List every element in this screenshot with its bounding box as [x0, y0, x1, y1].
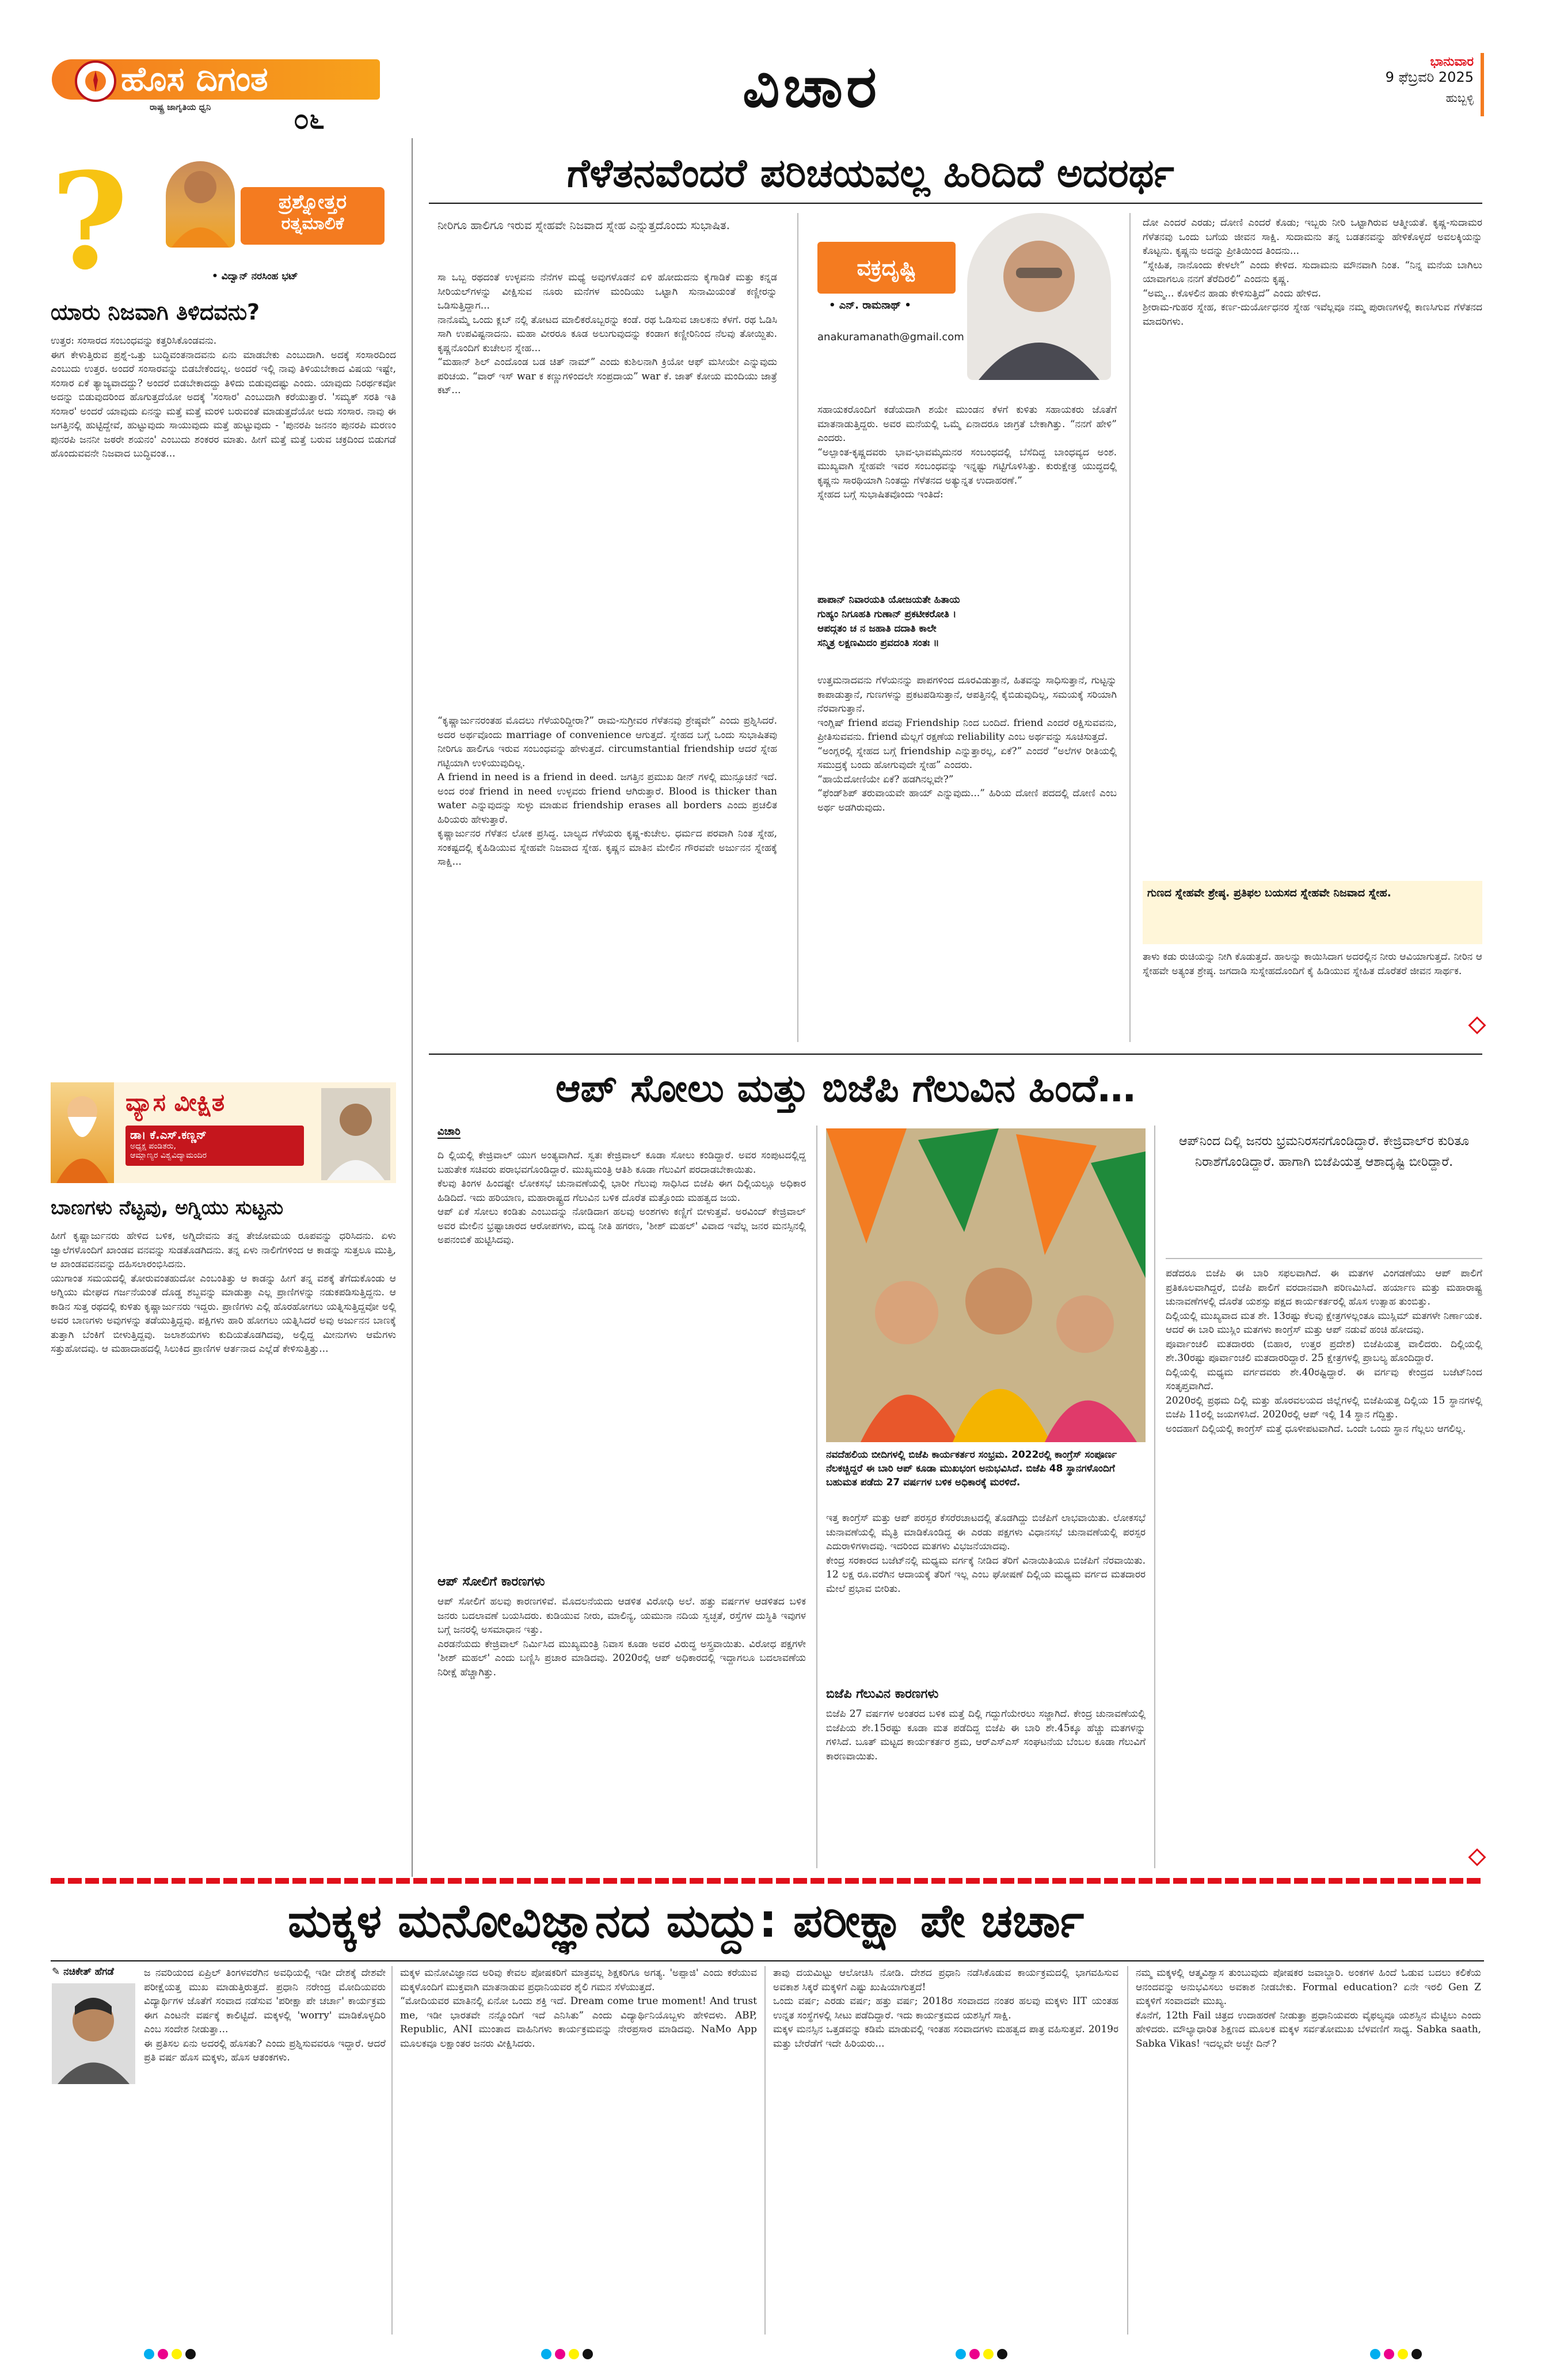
- vyasa-author-photo: [321, 1088, 390, 1180]
- bottom-col4: ನಮ್ಮ ಮಕ್ಕಳಲ್ಲಿ ಆತ್ಮವಿಶ್ವಾಸ ತುಂಬುವುದು ಪೋಷಕರ ಜವಾಬ್ದಾರಿ. ಅಂಕಗಳ ಹಿಂದೆ ಓಡುವ ಬದಲು ಕಲಿಕೆಯ ಆನಂದವನ್ನು ಅನುಭವಿಸಲು ಅವಕಾಶ ನೀಡಬೇಕು. Formal education? ಏನೇ ಇರಲಿ Gen Z ಮಕ್ಕಳಿಗೆ ಸಂವಾದವೇ ಮುಖ್ಯ. ಕೊನೆಗೆ, 12th Fail ಚಿತ್ರದ ಉದಾಹರಣೆ ನೀಡುತ್ತಾ ಪ್ರಧಾನಿಯವರು ವೈಫಲ್ಯವೂ ಯಶಸ್ಸಿನ ಮೆಟ್ಟಿಲು ಎಂದು ಹೇಳಿದರು. ಮೌಲ್ಯಾಧಾರಿತ ಶಿಕ್ಷಣದ ಮೂಲಕ ಮಕ್ಕಳ ಸರ್ವತೋಮುಖ ಬೆಳವಣಿಗೆ ಸಾಧ್ಯ. Sabka saath, Sabka Vikas! ಇದಲ್ಲವೇ ಅಚ್ಛೇ ದಿನ್?: [1136, 1967, 1481, 2050]
- section-divider-1: [429, 1054, 1482, 1055]
- registration-marks-right: [1370, 2349, 1422, 2359]
- vyasa-sage-illustration: [51, 1082, 114, 1183]
- qa-badge-line2: ರತ್ನಮಾಲಿಕೆ: [281, 214, 344, 234]
- bottom-divider-1: [391, 1966, 393, 2335]
- page-number: ೦೬: [294, 103, 325, 135]
- day-label: ಭಾನುವಾರ: [1430, 55, 1474, 69]
- columnist-photo: [967, 213, 1111, 380]
- bottom-author-photo: [52, 1983, 135, 2084]
- vyasa-title: ವ್ಯಾಸ ವೀಕ್ಷಿತ: [125, 1088, 225, 1116]
- middle-col3: ಪಡೆದರೂ ಬಿಜೆಪಿ ಈ ಬಾರಿ ಸಫಲವಾಗಿದೆ. ಈ ಮತಗಳ ವಿಂಗಡಣೆಯು ಆಪ್ ಪಾಲಿಗೆ ಪ್ರತಿಕೂಲವಾಗಿದ್ದರೆ, ಬಿಜೆಪಿ ಪಾಲಿಗೆ ವರದಾನವಾಗಿ ಪರಿಣಮಿಸಿದೆ. ಹರ್ಯಾಣ ಮತ್ತು ಮಹಾರಾಷ್ಟ್ರ ಚುನಾವಣೆಗಳಲ್ಲಿ ದೊರೆತ ಯಶಸ್ಸು ಪಕ್ಷದ ಕಾರ್ಯಕರ್ತರಲ್ಲಿ ಹೊಸ ಉತ್ಸಾಹ ತುಂಬಿತ್ತು. ದಿಲ್ಲಿಯಲ್ಲಿ ಮುಖ್ಯವಾದ ಮತ ಶೇ. 13ರಷ್ಟು ಕೆಲವು ಕ್ಷೇತ್ರಗಳಲ್ಲಂತೂ ಮುಸ್ಲಿಮ್ ಮತಗಳೇ ನಿರ್ಣಾಯಕ. ಆದರೆ ಈ ಬಾರಿ ಮುಸ್ಲಿಂ ಮತಗಳು ಕಾಂಗ್ರೆಸ್ ಮತ್ತು ಆಪ್ ನಡುವೆ ಹಂಚಿ ಹೋದವು. ಪೂರ್ವಾಂಚಲಿ ಮತದಾರರು (ಬಿಹಾರ, ಉತ್ತರ ಪ್ರದೇಶ) ಬಿಜೆಪಿಯತ್ತ ವಾಲಿದರು. ದಿಲ್ಲಿಯಲ್ಲಿ ಶೇ.30ರಷ್ಟು ಪೂರ್ವಾಂಚಲಿ ಮತದಾರರಿದ್ದಾರೆ. 25 ಕ್ಷೇತ್ರಗಳಲ್ಲಿ ಪ್ರಾಬಲ್ಯ ಹೊಂದಿದ್ದಾರೆ. ದಿಲ್ಲಿಯಲ್ಲಿ ಮಧ್ಯಮ ವರ್ಗದವರು ಶೇ.40ರಷ್ಟಿದ್ದಾರೆ. ಈ ವರ್ಗವು ಕೇಂದ್ರದ ಬಜೆಟ್‌ನಿಂದ ಸಂತೃಪ್ತವಾಗಿದೆ. 2020ರಲ್ಲಿ ಪ್ರಥಮ ದಿಲ್ಲಿ ಮತ್ತು ಹೊರವಲಯದ ಜಿಲ್ಲೆಗಳಲ್ಲಿ ಬಿಜೆಪಿಯತ್ತ ದಿಲ್ಲಿಯ 15 ಸ್ಥಾನಗಳಲ್ಲಿ ಬಿಜೆಪಿ 11ರಲ್ಲಿ ಜಯಗಳಿಸಿದೆ. 2020ರಲ್ಲಿ ಆಪ್ ಇಲ್ಲಿ 14 ಸ್ಥಾನ ಗೆದ್ದಿತ್ತು. ಅಂದಹಾಗೆ ದಿಲ್ಲಿಯಲ್ಲಿ ಕಾಂಗ್ರೆಸ್ ಮತ್ತೆ ಧೂಳೀಪಟವಾಗಿದೆ. ಒಂದೇ ಒಂದು ಸ್ಥಾನ ಗೆಲ್ಲಲು ಆಗಲಿಲ್ಲ.: [1166, 1268, 1482, 1435]
- yellow-dot-icon: [569, 2349, 579, 2359]
- columnist-box: [817, 213, 1117, 386]
- logo-text: ಹೊಸ ದಿಗಂತ: [121, 59, 268, 98]
- vyasa-author-box: [125, 1126, 304, 1166]
- columnist-name: • ಎನ್. ರಾಮನಾಥ್ •: [829, 299, 911, 311]
- bottom-col1: ಜ ನವರಿಯಂದ ಏಪ್ರಿಲ್ ತಿಂಗಳವರೆಗಿನ ಅವಧಿಯಲ್ಲಿ ಇಡೀ ದೇಶಕ್ಕೆ ದೇಶವೇ ಪರೀಕ್ಷೆಯತ್ತ ಮುಖ ಮಾಡುತ್ತಿರುತ್ತದೆ. ಪ್ರಧಾನಿ ನರೇಂದ್ರ ಮೋದಿಯವರು ವಿದ್ಯಾರ್ಥಿಗಳ ಜೊತೆಗೆ ಸಂವಾದ ನಡೆಸುವ 'ಪರೀಕ್ಷಾ ಪೇ ಚರ್ಚಾ' ಕಾರ್ಯಕ್ರಮ ಈಗ ಎಂಟನೇ ವರ್ಷಕ್ಕೆ ಕಾಲಿಟ್ಟಿದೆ. ಮಕ್ಕಳಲ್ಲಿ 'worry' ಮಾಡಿಕೊಳ್ಳದಿರಿ ಎಂಬ ಸಂದೇಶ ನೀಡುತ್ತಾ... ಈ ಪ್ರತಿಸಲ ಏನು ಅದರಲ್ಲಿ ಹೊಸತು? ಎಂದು ಪ್ರಶ್ನಿಸುವವರೂ ಇದ್ದಾರೆ. ಆದರೆ ಪ್ರತಿ ವರ್ಷ ಹೊಸ ಮಕ್ಕಳು, ಹೊಸ ಆತಂಕಗಳು.: [144, 1967, 386, 2063]
- bottom-divider-2: [764, 1966, 766, 2335]
- bjp-celebration-photo: [826, 1128, 1146, 1442]
- black-dot-icon: [1411, 2349, 1422, 2359]
- main-top-col4: ದೋ ಎಂದರೆ ಎರಡು; ದೋಣಿ ಎಂದರೆ ಕೊಡು; ಇಬ್ಬರು ನೀರಿ ಒಟ್ಟಾಗಿರುವ ಆತ್ಮೀಯತೆ. ಕೃಷ್ಣ-ಸುದಾಮರ ಗೆಳೆತನವು ಒಂದು ಬಗೆಯ ಜೀವನ ಸಾಕ್ಷಿ. ಸುದಾಮನು ತನ್ನ ಬಡತನವನ್ನು ಹೇಳಿಕೊಳ್ಳದೆ ಅವಲಕ್ಕಿಯನ್ನು ಕೊಟ್ಟನು. ಕೃಷ್ಣನು ಅದನ್ನು ಪ್ರೀತಿಯಿಂದ ತಿಂದನು... “ಸ್ನೇಹಿತ, ನಾನೊಂದು ಕೇಳಲೇ” ಎಂದು ಕೇಳಿದ. ಸುದಾಮನು ಮೌನವಾಗಿ ನಿಂತ. “ನಿನ್ನ ಮನೆಯ ಬಾಗಿಲು ಯಾವಾಗಲೂ ನನಗೆ ತೆರೆದಿರಲಿ” ಎಂದನು ಕೃಷ್ಣ. “ಅಮ್ಮ... ಕೊಳಲಿನ ಹಾಡು ಕೇಳಿಸುತ್ತಿದೆ” ಎಂದು ಹೇಳಿದ. ಶ್ರೀರಾಮ-ಗುಹರ ಸ್ನೇಹ, ಕರ್ಣ-ದುರ್ಯೋಧನರ ಸ್ನೇಹ ಇವೆಲ್ಲವೂ ನಮ್ಮ ಪುರಾಣಗಳಲ್ಲಿ ಕಾಣಸಿಗುವ ಗೆಳೆತನದ ಮಾದರಿಗಳು.: [1143, 217, 1482, 328]
- qa-headline: ಯಾರು ನಿಜವಾಗಿ ತಿಳಿದವನು?: [51, 299, 260, 325]
- photo-caption: ನವದೆಹಲಿಯ ಬೀದಿಗಳಲ್ಲಿ ಬಿಜೆಪಿ ಕಾರ್ಯಕರ್ತರ ಸಂಭ್ರಮ. 2022ರಲ್ಲಿ ಕಾಂಗ್ರೆಸ್ ಸಂಪೂರ್ಣ ನೆಲಕಚ್ಚಿದ್ದರೆ ಈ ಬಾರಿ ಆಪ್ ಕೂಡಾ ಮುಖಭಂಗ ಅನುಭವಿಸಿದೆ. ಬಿಜೆಪಿ 48 ಸ್ಥಾನಗಳೊಂದಿಗೆ ಬಹುಮತ ಪಡೆದು 27 ವರ್ಷಗಳ ಬಳಿಕ ಅಧಿಕಾರಕ್ಕೆ ಮರಳಿದೆ.: [826, 1449, 1117, 1488]
- main-top-col2: “ಕೃಷ್ಣಾರ್ಜುನರಂತಹ ಮೊದಲು ಗೆಳೆಯರಿದ್ದೀರಾ?” ರಾಮ-ಸುಗ್ರೀವರ ಗೆಳೆತನವು ಶ್ರೇಷ್ಠವೇ” ಎಂದು ಪ್ರಶ್ನಿಸಿದರೆ. ಅದರ ಅರ್ಥವೊಂದು marriage of convenience ಆಗುತ್ತದೆ. ಸ್ನೇಹದ ಬಗ್ಗೆ ಒಂದು ಸುಭಾಷಿತವು ನೀರಿಗೂ ಹಾಲಿಗೂ ಇರುವ ಸಂಬಂಧವನ್ನು ಹೇಳುತ್ತದೆ. circumstantial friendship ಆದರೆ ಸ್ನೇಹ ಗಟ್ಟಿಯಾಗಿ ಉಳಿಯುವುದಿಲ್ಲ. A friend in need is a friend in deed. ಜಗತ್ತಿನ ಪ್ರಮುಖ ಡೀನ್ ಗಳಲ್ಲಿ ಮುನ್ಸೂಚನೆ ಇದೆ. ಅಂದ ರಂತೆ friend in need ಉಳ್ಳವರು friend ಆಗಿರುತ್ತಾರೆ. Blood is thicker than water ಎನ್ನುವುದನ್ನು ಸುಳ್ಳು ಮಾಡುವ friendship erases all borders ಎಂದು ಪ್ರಚಲಿತ ಹಿರಿಯರು ಹೇಳುತ್ತಾರೆ. ಕೃಷ್ಣಾರ್ಜುನರ ಗೆಳೆತನ ಲೋಕ ಪ್ರಸಿದ್ಧ. ಬಾಲ್ಯದ ಗೆಳೆಯರು ಕೃಷ್ಣ-ಕುಚೇಲ. ಧರ್ಮದ ಪರವಾಗಿ ನಿಂತ ಸ್ನೇಹ, ಸಂಕಷ್ಟದಲ್ಲಿ ಕೈಹಿಡಿಯುವ ಸ್ನೇಹವೇ ನಿಜವಾದ ಸ್ನೇಹ. ಕೃಷ್ಣನ ಮಾತಿನ ಮೇಲಿನ ಗೌರವವೇ ಅರ್ಜುನನ ಸ್ನೇಹಕ್ಕೆ ಸಾಕ್ಷಿ...: [437, 715, 777, 868]
- magenta-dot-icon: [1384, 2349, 1394, 2359]
- masthead: [0, 0, 1541, 138]
- middle-col-divider-2: [1154, 1126, 1155, 1868]
- main-top-headline: ಗೆಳೆತನವೆಂದರೆ ಪರಿಚಯವಲ್ಲ ಹಿರಿದಿದೆ ಅದರರ್ಥ: [567, 151, 1174, 196]
- magenta-dot-icon: [158, 2349, 168, 2359]
- column-badge-text: ವಕ್ರದೃಷ್ಟಿ: [857, 255, 916, 280]
- main-top-highlight: ಗುಣದ ಸ್ನೇಹವೇ ಶ್ರೇಷ್ಠ. ಪ್ರತಿಫಲ ಬಯಸದ ಸ್ನೇಹವೇ ನಿಜವಾದ ಸ್ನೇಹ.: [1143, 881, 1482, 944]
- bottom-author: ✎ ನಚಿಕೇತ್ ಹೆಗಡೆ: [52, 1966, 114, 1978]
- main-top-col3-top: ಸಹಾಯಕರೊಂದಿಗೆ ಕಡೆಯದಾಗಿ ಶಯೇ ಮುಂಡನ ಕೆಳಗೆ ಕುಳಿತು ಸಹಾಯಕರು ಜೊತೆಗೆ ಮಾತನಾಡುತ್ತಿದ್ದರು. ಅವರ ಮನೆಯಲ್ಲಿ ಒಮ್ಮೆ ಏನಾದರೂ ಜಾಗ್ರತೆ ಬೇಕಾಗಿತ್ತು. “ನನಗೆ ಹೇಳಿ” ಎಂದರು. “ಅಲ್ಪಾಂತ-ಕೃಷ್ಣದವರು ಭಾವ-ಭಾವಮೈದುನರ ಸಂಬಂಧದಲ್ಲಿ ಬೆಸೆದಿದ್ದ ಬಾಂಧವ್ಯದ ಅಂಶ. ಮುಖ್ಯವಾಗಿ ಸ್ನೇಹವೇ ಇವರ ಸಂಬಂಧವನ್ನು ಇನ್ನಷ್ಟು ಗಟ್ಟಿಗೊಳಿಸಿತ್ತು. ಕುರುಕ್ಷೇತ್ರ ಯುದ್ಧದಲ್ಲಿ ಕೃಷ್ಣನು ಸಾರಥಿಯಾಗಿ ನಿಂತದ್ದು ಗೆಳೆತನದ ಅತ್ಯುನ್ನತ ಉದಾಹರಣೆ.” ಸ್ನೇಹದ ಬಗ್ಗೆ ಸುಭಾಷಿತವೊಂದು ಇಂತಿದೆ:: [817, 404, 1117, 500]
- main-top-col3-bottom: ಉತ್ತಮನಾದವನು ಗೆಳೆಯನನ್ನು ಪಾಪಗಳಿಂದ ದೂರವಿಡುತ್ತಾನೆ, ಹಿತವನ್ನು ಸಾಧಿಸುತ್ತಾನೆ, ಗುಟ್ಟನ್ನು ಕಾಪಾಡುತ್ತಾನೆ, ಗುಣಗಳನ್ನು ಪ್ರಕಟಪಡಿಸುತ್ತಾನೆ, ಆಪತ್ತಿನಲ್ಲಿ ಕೈಬಿಡುವುದಿಲ್ಲ, ಸಮಯಕ್ಕೆ ಸರಿಯಾಗಿ ನೆರವಾಗುತ್ತಾನೆ. ಇಂಗ್ಲಿಷ್ friend ಪದವು Friendship ನಿಂದ ಬಂದಿದೆ. friend ಎಂದರೆ ರಕ್ಷಿಸುವವನು, ಪ್ರೀತಿಸುವವನು. friend ಮೆಲ್ಲಗೆ ರಕ್ಷಣೆಯ reliability ಎಂಬ ಅರ್ಥವನ್ನು ಸೂಚಿಸುತ್ತದೆ. “ಅಂಗ್ಲರಲ್ಲಿ ಸ್ನೇಹದ ಬಗ್ಗೆ friendship ಎನ್ನುತ್ತಾರಲ್ಲ, ಏಕೆ?” ಎಂದರೆ “ಅಲೆಗಳ ರೀತಿಯಲ್ಲಿ ಸಮುದ್ರಕ್ಕೆ ಬಂದು ಹೋಗುವುದೇ ಸ್ನೇಹ” ಎಂದರು. “ಹಾಯೆದೋಣಿಯೇ ಏಕೆ? ಹಡಗಿನಲ್ಲವೇ?” “ಫೆಂಡ್‌ಶಿಪ್ ತರುವಾಯವೇ ಹಾಯ್ ಎನ್ನುವುದು...” ಹಿರಿಯ ದೋಣಿ ಪದದಲ್ಲಿ ದೋಣಿ ಎಂಬ ಅರ್ಥ ಅಡಗಿರುವುದು.: [817, 675, 1117, 813]
- black-dot-icon: [997, 2349, 1007, 2359]
- middle-col2: ಇತ್ತ ಕಾಂಗ್ರೆಸ್ ಮತ್ತು ಆಪ್ ಪರಸ್ಪರ ಕೆಸರೆರಚಾಟದಲ್ಲಿ ತೊಡಗಿದ್ದು ಬಿಜೆಪಿಗೆ ಲಾಭವಾಯಿತು. ಲೋಕಸಭೆ ಚುನಾವಣೆಯಲ್ಲಿ ಮೈತ್ರಿ ಮಾಡಿಕೊಂಡಿದ್ದ ಈ ಎರಡು ಪಕ್ಷಗಳು ವಿಧಾನಸಭೆ ಚುನಾವಣೆಯಲ್ಲಿ ಪರಸ್ಪರ ಎದುರಾಳಿಗಳಾದವು. ಇದರಿಂದ ಮತಗಳು ವಿಭಜನೆಯಾದವು. ಕೇಂದ್ರ ಸರಕಾರದ ಬಜೆಟ್‌ನಲ್ಲಿ ಮಧ್ಯಮ ವರ್ಗಕ್ಕೆ ನೀಡಿದ ತೆರಿಗೆ ವಿನಾಯಿತಿಯೂ ಬಿಜೆಪಿಗೆ ನೆರವಾಯಿತು. 12 ಲಕ್ಷ ರೂ.ವರೆಗಿನ ಆದಾಯಕ್ಕೆ ತೆರಿಗೆ ಇಲ್ಲ ಎಂಬ ಘೋಷಣೆ ದಿಲ್ಲಿಯ ಮಧ್ಯಮ ವರ್ಗದ ಮತದಾರರ ಮೇಲೆ ಪ್ರಭಾವ ಬೀರಿತು.: [826, 1512, 1146, 1595]
- magenta-dot-icon: [969, 2349, 980, 2359]
- vyasa-author-name: ಡಾ। ಕೆ.ಎಸ್.ಕಣ್ಣನ್: [130, 1128, 207, 1142]
- top-col-divider-1: [797, 213, 798, 1042]
- left-column-divider: [412, 138, 413, 1877]
- logo-tagline: ರಾಷ್ಟ್ರ ಜಾಗೃತಿಯ ಧ್ವನಿ: [150, 102, 211, 112]
- cyan-dot-icon: [541, 2349, 551, 2359]
- question-mark-icon: ?: [51, 144, 128, 299]
- yellow-dot-icon: [983, 2349, 994, 2359]
- middle-col1: ದಿ ಲ್ಲಿಯಲ್ಲಿ ಕೇಜ್ರಿವಾಲ್ ಯುಗ ಅಂತ್ಯವಾಗಿದೆ. ಸ್ವತಃ ಕೇಜ್ರಿವಾಲ್ ಕೂಡಾ ಸೋಲು ಕಂಡಿದ್ದಾರೆ. ಅವರ ಸಂಪುಟದಲ್ಲಿದ್ದ ಬಹುತೇಕ ಸಚಿವರು ಪರಾಭವಗೊಂಡಿದ್ದಾರೆ. ಮುಖ್ಯಮಂತ್ರಿ ಆತಿಶಿ ಕೂಡಾ ಗೆಲುವಿಗೆ ಪರದಾಡಬೇಕಾಯಿತು. ಕೆಲವು ತಿಂಗಳ ಹಿಂದಷ್ಟೇ ಲೋಕಸಭೆ ಚುನಾವಣೆಯಲ್ಲಿ ಭಾರೀ ಗೆಲುವು ಸಾಧಿಸಿದ ಬಿಜೆಪಿ ಈಗ ದಿಲ್ಲಿಯಲ್ಲೂ ಅಧಿಕಾರ ಹಿಡಿದಿದೆ. ಇದು ಹರಿಯಾಣ, ಮಹಾರಾಷ್ಟ್ರದ ಗೆಲುವಿನ ಬಳಿಕ ದೊರೆತ ಮತ್ತೊಂದು ಮಹತ್ವದ ಜಯ. ಆಪ್ ಏಕೆ ಸೋಲು ಕಂಡಿತು ಎಂಬುದನ್ನು ನೋಡಿದಾಗ ಹಲವು ಅಂಶಗಳು ಕಣ್ಣಿಗೆ ಬೀಳುತ್ತವೆ. ಅರವಿಂದ್ ಕೇಜ್ರಿವಾಲ್ ಅವರ ಮೇಲಿನ ಭ್ರಷ್ಟಾಚಾರದ ಆರೋಪಗಳು, ಮದ್ಯ ನೀತಿ ಹಗರಣ, 'ಶೀಶ್ ಮಹಲ್' ವಿವಾದ ಇವೆಲ್ಲ ಜನರ ಮನಸ್ಸಿನಲ್ಲಿ ಅಪನಂಬಿಕೆ ಹುಟ್ಟಿಸಿದವು.: [437, 1150, 806, 1246]
- logo-emblem-icon: [75, 60, 116, 102]
- qa-header: [51, 144, 396, 299]
- bottom-col3: ತಾವು ದಯಮಿಟ್ಟು ಆಲೋಚಿಸಿ ನೋಡಿ. ದೇಶದ ಪ್ರಧಾನಿ ನಡೆಸಿಕೊಡುವ ಕಾರ್ಯಕ್ರಮದಲ್ಲಿ ಭಾಗವಹಿಸುವ ಅವಕಾಶ ಸಿಕ್ಕರೆ ಮಕ್ಕಳಿಗೆ ಎಷ್ಟು ಖುಷಿಯಾಗುತ್ತದೆ! ಒಂದು ವರ್ಷ; ಎರಡು ವರ್ಷ; ಹತ್ತು ವರ್ಷ; 2018ರ ಸಂವಾದದ ನಂತರ ಹಲವು ಮಕ್ಕಳು IIT ಯಂತಹ ಉನ್ನತ ಸಂಸ್ಥೆಗಳಲ್ಲಿ ಸೀಟು ಪಡೆದಿದ್ದಾರೆ. ಇದು ಕಾರ್ಯಕ್ರಮದ ಯಶಸ್ಸಿಗೆ ಸಾಕ್ಷಿ. ಮಕ್ಕಳ ಮನಸ್ಸಿನ ಒತ್ತಡವನ್ನು ಕಡಿಮೆ ಮಾಡುವಲ್ಲಿ ಇಂತಹ ಸಂವಾದಗಳು ಮಹತ್ವದ ಪಾತ್ರ ವಹಿಸುತ್ತವೆ. 2019ರ ಮತ್ತು ಬೇರೆಡೆಗೆ ಇದೇ ಹಿರಿಯರು...: [773, 1967, 1118, 2050]
- columnist-email: anakuramanath@gmail.com: [817, 331, 964, 343]
- cyan-dot-icon: [1370, 2349, 1380, 2359]
- top-col-divider-2: [1129, 213, 1131, 1042]
- middle-col2b: ಬಿಜೆಪಿ 27 ವರ್ಷಗಳ ಅಂತರದ ಬಳಿಕ ಮತ್ತೆ ದಿಲ್ಲಿ ಗದ್ದುಗೆಯೇರಲು ಸಜ್ಜಾಗಿದೆ. ಕೇಂದ್ರ ಚುನಾವಣೆಯಲ್ಲಿ ಬಿಜೆಪಿಯ ಶೇ.15ರಷ್ಟು ಕೂಡಾ ಮತ ಪಡೆದಿದ್ದ ಬಿಜೆಪಿ ಈ ಬಾರಿ ಶೇ.45ಕ್ಕೂ ಹೆಚ್ಚು ಮತಗಳನ್ನು ಗಳಿಸಿದೆ. ಬೂತ್ ಮಟ್ಟದ ಕಾರ್ಯಕರ್ತರ ಶ್ರಮ, ಆರ್‌ಎಸ್‌ಎಸ್ ಸಂಘಟನೆಯ ಬೆಂಬಲ ಕೂಡಾ ಗೆಲುವಿಗೆ ಕಾರಣವಾಯಿತು.: [826, 1708, 1146, 1762]
- qa-badge: [241, 187, 385, 245]
- qa-badge-line1: ಪ್ರಶ್ನೋತ್ತರ: [278, 191, 347, 214]
- qa-body: ಉತ್ತರ: ಸಂಸಾರದ ಸಂಬಂಧವನ್ನು ಕತ್ತರಿಸಿಕೊಂಡವನು. ಈಗ ಕೇಳುತ್ತಿರುವ ಪ್ರಶ್ನೆ-ಒತ್ತು ಬುದ್ಧಿವಂತನಾದವನು ಏನು ಮಾಡಬೇಕು ಎಂಬುದಾಗಿ. ಅದಕ್ಕೆ ಸಂಸಾರದಿಂದ ಎಂಬುದು ಉತ್ತರ. ಅಂದರೆ ಸಂಸಾರವನ್ನು ಬಿಡಬೇಕೆಂದಲ್ಲ. ಅಂದರೆ ಇಲ್ಲಿ ನಾವು ತಿಳಿಯಬೇಕಾದ ವಿಷಯ ಇಷ್ಟೇ, ಸಂಸಾರ ಏಕೆ ತ್ಯಾಜ್ಯವಾದದ್ದು? ಅಂದರೆ ಬಿಡಬೇಕಾದದ್ದು ತಿಳಿದು ಬಿಡುವುದಷ್ಟು ಎಂದು. ಯಾವುದು ನಿರರ್ಥಕವೋ ಅದನ್ನು ಬಿಡುವುದರಿಂದ ಹೊಗುತ್ತದೆಯೋ ಅದಕ್ಕೆ 'ಸಂಸಾರ' ಎಂಬುದಾಗಿ ಕರೆಯುತ್ತಾರೆ. 'ಸಮ್ಯಕ್ ಸರತಿ ಇತಿ ಸಂಸಾರ' ಅಂದರೆ ಯಾವುದು ಏನನ್ನು ಮತ್ತೆ ಮತ್ತೆ ಮರಳಿ ಬರುವಂತೆ ಮಾಡುತ್ತದೆಯೋ ಅದು ಸಂಸಾರ. ನಾವು ಈ ಜಗತ್ತಿನಲ್ಲಿ ಹುಟ್ಟಿದ್ದೇವೆ, ಹುಟ್ಟುವುದು ಸಾಯುವುದು ಮತ್ತೆ ಹುಟ್ಟುವುದು - 'ಪುನರಪಿ ಜನನಂ ಪುನರಪಿ ಮರಣಂ ಪುನರಪಿ ಜನನೀ ಜಠರೇ ಶಯನಂ' ಎಂಬುದು ಶಂಕರರ ಮಾತು. ಹೀಗೆ ಮತ್ತೆ ಮತ್ತೆ ಬರುವ ಚಕ್ರದಿಂದ ಬಿಡುಗಡೆ ಹೊಂದುವವನೇ ನಿಜವಾದ ಬುದ್ಧಿವಂತ...: [51, 335, 396, 459]
- bottom-section-bar: [51, 1878, 1484, 1884]
- middle-subhead-2: ಬಿಜೆಪಿ ಗೆಲುವಿನ ಕಾರಣಗಳು: [826, 1687, 939, 1701]
- verse-box: ಪಾಪಾನ್ ನಿವಾರಯತಿ ಯೋಜಯತೇ ಹಿತಾಯ ಗುಹ್ಯಂ ನಿಗೂಹತಿ ಗುಣಾನ್ ಪ್ರಕಟೀಕರೋತಿ । ಆಪದ್ಗತಂ ಚ ನ ಜಹಾತಿ ದದಾತಿ ಕಾಲೇ ಸನ್ಮಿತ್ರ ಲಕ್ಷಣಮಿದಂ ಪ್ರವದಂತಿ ಸಂತಃ ॥: [817, 594, 960, 649]
- yellow-dot-icon: [1398, 2349, 1408, 2359]
- middle-col-divider-1: [816, 1126, 817, 1868]
- date-block: [1324, 55, 1474, 105]
- section-title: ವಿಚಾರ: [743, 53, 880, 120]
- black-dot-icon: [583, 2349, 593, 2359]
- black-dot-icon: [185, 2349, 196, 2359]
- yellow-dot-icon: [172, 2349, 182, 2359]
- pullquote-rule: [1166, 1258, 1482, 1259]
- headline-rule: [429, 203, 1482, 204]
- date-label: 9 ಫೆಬ್ರವರಿ 2025: [1385, 69, 1474, 85]
- qa-author-photo: [166, 161, 235, 248]
- registration-marks-left: [144, 2349, 196, 2359]
- magenta-dot-icon: [555, 2349, 565, 2359]
- main-top-col4-end: ತಾಳು ಕಡು ರುಚಿಯನ್ನು ನೀಗಿ ಕೊಡುತ್ತದೆ. ಹಾಲನ್ನು ಕಾಯಿಸಿದಾಗ ಅದರಲ್ಲಿನ ನೀರು ಆವಿಯಾಗುತ್ತದೆ. ನೀರಿನ ಆ ಸ್ನೇಹವೇ ಅತ್ಯಂತ ಶ್ರೇಷ್ಠ. ಜಗದಾಡಿ ಸುಸ್ನೇಹದೊಂದಿಗೆ ಕೈ ಹಿಡಿಯುವ ಸ್ನೇಹಿತ ದೊರೆತರೆ ಜೀವನ ಸಾರ್ಥಕ.: [1143, 951, 1482, 977]
- vyasa-body: ಹೀಗೆ ಕೃಷ್ಣಾರ್ಜುನರು ಹೇಳಿದ ಬಳಿಕ, ಅಗ್ನಿದೇವನು ತನ್ನ ತೇಜೋಮಯ ರೂಪವನ್ನು ಧರಿಸಿದನು. ಏಳು ಜ್ವಾಲೆಗಳೊಂದಿಗೆ ಖಾಂಡವ ವನವನ್ನು ಸುಡತೊಡಗಿದನು. ತನ್ನ ಏಳು ನಾಲಿಗೆಗಳಿಂದ ಆ ಕಾಡನ್ನು ಸುತ್ತಲೂ ಮುತ್ತಿ, ಆ ಖಾಂಡವವನವನ್ನು ದಹಿಸಲಾರಂಭಿಸಿದನು. ಯುಗಾಂತ ಸಮಯದಲ್ಲಿ ತೋರುವಂತಹುದೋ ಎಂಬಂತಿತ್ತು ಆ ಕಾಡನ್ನು ಹೀಗೆ ತನ್ನ ವಶಕ್ಕೆ ತೆಗೆದುಕೊಂಡು ಆ ಅಗ್ನಿಯು ಮೇಘದ ಗರ್ಜನೆಯಂತೆ ದೊಡ್ಡ ಶಬ್ದವನ್ನು ಮಾಡುತ್ತಾ ಎಲ್ಲ ಪ್ರಾಣಿಗಳನ್ನು ನಡುಕಪಡಿಸುತ್ತಿದ್ದನು. ಆ ಕಾಡಿನ ಸುತ್ತ ರಥದಲ್ಲಿ ಕುಳಿತು ಕೃಷ್ಣಾರ್ಜುನರು ಇದ್ದರು. ಪ್ರಾಣಿಗಳು ಎಲ್ಲಿ ಹೊರಹೋಗಲು ಯತ್ನಿಸುತ್ತಿದ್ದವೋ ಅಲ್ಲಿ ಅವರ ಬಾಣಗಳು ಅವುಗಳನ್ನು ತಡೆಯುತ್ತಿದ್ದವು. ಪಕ್ಷಿಗಳು ಹಾರಿ ಹೋಗಲು ಯತ್ನಿಸಿದರೆ ಅವು ಅರ್ಜುನನ ಬಾಣಕ್ಕೆ ತುತ್ತಾಗಿ ಬೆಂಕಿಗೆ ಬೀಳುತ್ತಿದ್ದವು. ಜಲಾಶಯಗಳು ಕುದಿಯತೊಡಗಿದವು, ಅಲ್ಲಿದ್ದ ಮೀನುಗಳು ಆಮೆಗಳು ಸತ್ತುಹೋದವು. ಆ ಮಹಾದಾಹದಲ್ಲಿ ಸಿಲುಕಿದ ಪ್ರಾಣಿಗಳ ಆರ್ತನಾದ ಎಲ್ಲೆಡೆ ಕೇಳಿಸುತ್ತಿತ್ತು...: [51, 1230, 396, 1355]
- city-label: ಹುಬ್ಬಳ್ಳಿ: [1445, 91, 1474, 105]
- vyasa-author-role2: ಆಮ್ಲಾಣ್ಯರ ವಿಶ್ವವಿದ್ಯಾಮಂದಿರ: [130, 1151, 207, 1160]
- registration-marks-center-left: [541, 2349, 593, 2359]
- middle-kicker: ವಿಚಾರಿ: [437, 1126, 461, 1138]
- masthead-accent: [1481, 53, 1484, 116]
- bottom-divider-3: [1127, 1966, 1128, 2335]
- middle-col1b: ಆಪ್ ಸೋಲಿಗೆ ಹಲವು ಕಾರಣಗಳಿವೆ. ಮೊದಲನೆಯದು ಆಡಳಿತ ವಿರೋಧಿ ಅಲೆ. ಹತ್ತು ವರ್ಷಗಳ ಆಡಳಿತದ ಬಳಿಕ ಜನರು ಬದಲಾವಣೆ ಬಯಸಿದರು. ಕುಡಿಯುವ ನೀರು, ಮಾಲಿನ್ಯ, ಯಮುನಾ ನದಿಯ ಸ್ವಚ್ಛತೆ, ರಸ್ತೆಗಳ ದುಸ್ಥಿತಿ ಇವುಗಳ ಬಗ್ಗೆ ಜನರಲ್ಲಿ ಅಸಮಾಧಾನ ಇತ್ತು. ಎರಡನೆಯದು ಕೇಜ್ರಿವಾಲ್ ನಿರ್ಮಿಸಿದ ಮುಖ್ಯಮಂತ್ರಿ ನಿವಾಸ ಕೂಡಾ ಅವರ ವಿರುದ್ಧ ಅಸ್ತ್ರವಾಯಿತು. ವಿರೋಧ ಪಕ್ಷಗಳೇ 'ಶೀಶ್ ಮಹಲ್' ಎಂದು ಬಣ್ಣಿಸಿ ಪ್ರಚಾರ ಮಾಡಿದವು. 2020ರಲ್ಲಿ ಆಪ್ ಅಧಿಕಾರದಲ್ಲಿ ಇದ್ದಾಗಲೂ ಬದಲಾವಣೆಯ ನಿರೀಕ್ಷೆ ಹೆಚ್ಚಾಗಿತ್ತು.: [437, 1596, 806, 1678]
- middle-pullquote: ಆಪ್‌ನಿಂದ ದಿಲ್ಲಿ ಜನರು ಭ್ರಮನಿರಸನಗೊಂಡಿದ್ದಾರೆ. ಕೇಜ್ರಿವಾಲ್‌ರ ಕುರಿತೂ ನಿರಾಶೆಗೊಂಡಿದ್ದಾರೆ. ಹಾಗಾಗಿ ಬಿಜೆಪಿಯತ್ತ ಆಶಾದೃಷ್ಟಿ ಬೀರಿದ್ದಾರೆ.: [1178, 1134, 1469, 1169]
- vyasa-author-role1: ಅಧ್ಯಕ್ಷ ಪಂಡಿತರು,: [130, 1142, 176, 1151]
- main-top-deck: ನೀರಿಗೂ ಹಾಲಿಗೂ ಇರುವ ಸ್ನೇಹವೇ ನಿಜವಾದ ಸ್ನೇಹ ಎನ್ನುತ್ತದೊಂದು ಸುಭಾಷಿತ.: [437, 218, 730, 232]
- middle-subhead-1: ಆಪ್ ಸೋಲಿಗೆ ಕಾರಣಗಳು: [437, 1575, 545, 1589]
- vyasa-headline: ಬಾಣಗಳು ನೆಟ್ಟವು, ಅಗ್ನಿಯು ಸುಟ್ಟನು: [51, 1196, 284, 1219]
- cyan-dot-icon: [144, 2349, 154, 2359]
- middle-headline: ಆಪ್ ಸೋಲು ಮತ್ತು ಬಿಜೆಪಿ ಗೆಲುವಿನ ಹಿಂದೆ…: [555, 1066, 1136, 1111]
- bottom-headline-rule: [51, 1960, 1484, 1961]
- cyan-dot-icon: [956, 2349, 966, 2359]
- main-top-col1: ಸಾ ಒಬ್ಬ ರಥದಂತೆ ಉಳ್ಳವನು ನೆನೆಗಳ ಮಧ್ಯೆ ಅವುಗಳೊಡನೆ ಏಳಿ ಹೋದುದನು ಕೈಗಾಡಿಕೆ ಮತ್ತು ಕನ್ನಡ ಸೀರಿಯಲ್‌ಗಳನ್ನು ವೀಕ್ಷಿಸುವ ನೂರು ಮನೆಗಳ ಮಂದಿಯು ಒಟ್ಟಾಗಿ ಸುನಾಮಿಯಂತೆ ಕಣ್ಣೀರನ್ನು ಒಡಿಸುತ್ತಿದ್ದಾಗ... ನಾನೊಮ್ಮೆ ಒಂದು ಕ್ಲಬ್ ನಲ್ಲಿ ತೋಟದ ಮಾಲಿಕರೊಬ್ಬರನ್ನು ಕಂಡೆ. ರಥ ಓಡಿಸುವ ಚಾಲಕನು ಕೆಳಗೆ. ರಥ ಓಡಿಸಿ ಸಾಗಿ ಉಪವಿಷ್ಟನಾದನು. ಮಹಾ ವೀರರೂ ಕೂಡ ಅಲುಗುವುದನ್ನು ಕಂಡಾಗ ಕಣ್ಣೀರಿನಿಂದ ನೆಲವು ತೋಯ್ದಿತು. ಕೃಷ್ಣನೊಂದಿಗೆ ಕುಚೇಲನ ಸ್ನೇಹ... “ಮಹಾನ್ ಶಿಲ್ ಎಂದೊಂಡ ಬಡ ಚಿತ್ ನಾಮ್” ಎಂದು ಕುಶಿಲನಾಗಿ ಕ್ರಿಯೋ ಆಫ್ ಮಸೀಯೇ ಎನ್ನುವುದು ಪರಿಚಯ. “ವಾರ್ ಇಸ್ war ಕ ಕಣ್ಣುಗಳಿಂದಲೇ ಸಂಪ್ರದಾಯ” war ಕೆ. ಜಾತ್ ಕೋಯ ಮಂದಿಯು ಜಾತ್ರೆ ಕಟ್...: [437, 272, 777, 396]
- logo-block: [52, 55, 380, 135]
- column-badge: [817, 242, 956, 294]
- left-column: [51, 138, 396, 1877]
- qa-author: • ವಿದ್ವಾನ್ ನರಸಿಂಹ ಭಟ್: [212, 271, 298, 282]
- vyasa-box: [51, 1082, 396, 1183]
- bottom-headline: ಮಕ್ಕಳ ಮನೋವಿಜ್ಞಾನದ ಮದ್ದು: ಪರೀಕ್ಷಾ ಪೇ ಚರ್ಚಾ: [288, 1894, 1085, 1948]
- registration-marks-center-right: [956, 2349, 1007, 2359]
- bottom-col2: ಮಕ್ಕಳ ಮನೋವಿಜ್ಞಾನದ ಅರಿವು ಕೇವಲ ಪೋಷಕರಿಗೆ ಮಾತ್ರವಲ್ಲ ಶಿಕ್ಷಕರಿಗೂ ಅಗತ್ಯ. 'ಅಪ್ಪಾಜಿ' ಎಂದು ಕರೆಯುವ ಮಕ್ಕಳೊಂದಿಗೆ ಮುಕ್ತವಾಗಿ ಮಾತನಾಡುವ ಪ್ರಧಾನಿಯವರ ಶೈಲಿ ಗಮನ ಸೆಳೆಯುತ್ತದೆ. “ಮೋದಿಯವರ ಮಾತಿನಲ್ಲಿ ಏನೋ ಒಂದು ಶಕ್ತಿ ಇದೆ. Dream come true moment! And trust me, ಇಡೀ ಭಾರತವೇ ನನ್ನೊಂದಿಗೆ ಇದೆ ಎನಿಸಿತು” ಎಂದು ವಿದ್ಯಾರ್ಥಿನಿಯೊಬ್ಬಳು ಹೇಳಿದಳು. ABP, Republic, ANI ಮುಂತಾದ ವಾಹಿನಿಗಳು ಕಾರ್ಯಕ್ರಮವನ್ನು ನೇರಪ್ರಸಾರ ಮಾಡಿದವು. NaMo App ಮೂಲಕವೂ ಲಕ್ಷಾಂತರ ಜನರು ವೀಕ್ಷಿಸಿದರು.: [400, 1967, 757, 2050]
